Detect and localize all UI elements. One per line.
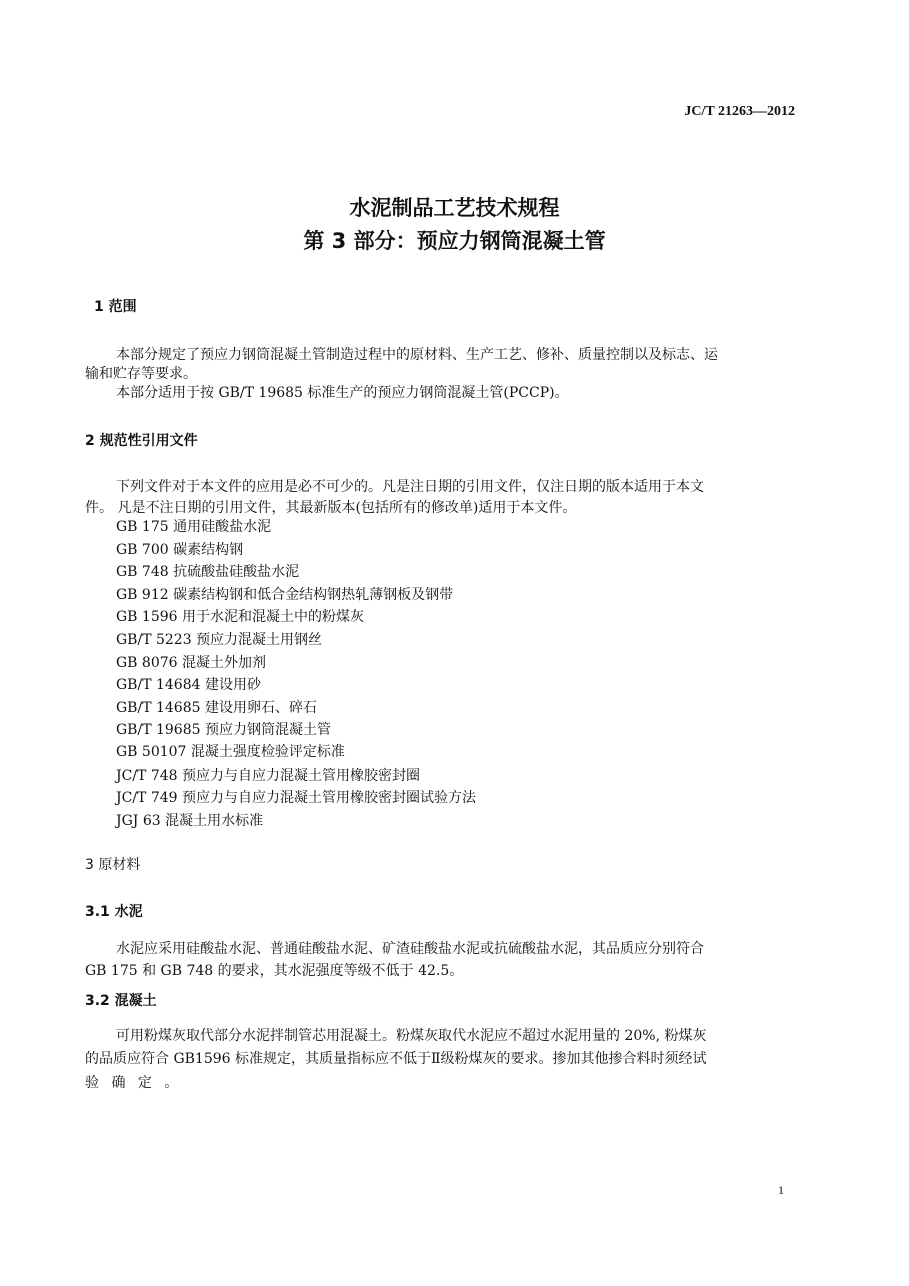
reference-item: GB/T 14685 建设用卵石、碎石 bbox=[116, 700, 317, 716]
reference-item: GB/T 14684 建设用砂 bbox=[116, 677, 261, 693]
reference-item: JC/T 748 预应力与自应力混凝土管用橡胶密封圈 bbox=[116, 768, 420, 784]
section-2-paragraph-line-1: 下列文件对于本文件的应用是必不可少的。凡是注日期的引用文件，仅注日期的版本适用于本文 bbox=[116, 479, 704, 495]
reference-item: GB 175 通用硅酸盐水泥 bbox=[116, 519, 272, 535]
section-3-1-paragraph-line-2: GB 175 和 GB 748 的要求，其水泥强度等级不低于 42.5。 bbox=[85, 963, 464, 979]
section-3-heading: 3 原材料 bbox=[85, 857, 141, 873]
section-3-2-paragraph-line-1: 可用粉煤灰取代部分水泥拌制管芯用混凝土。粉煤灰取代水泥应不超过水泥用量的 20%, 粉煤灰 bbox=[116, 1028, 707, 1044]
section-3-2-paragraph-line-3: 验 确 定 。 bbox=[85, 1075, 183, 1091]
document-subtitle: 第 3 部分：预应力钢筒混凝土管 bbox=[303, 229, 606, 253]
reference-item: JGJ 63 混凝土用水标准 bbox=[116, 813, 264, 829]
document-title: 水泥制品工艺技术规程 bbox=[349, 196, 560, 220]
section-1-paragraph-1-line-1: 本部分规定了预应力钢筒混凝土管制造过程中的原材料、生产工艺、修补、质量控制以及标志、运 bbox=[116, 347, 718, 363]
section-3-1-paragraph-line-1: 水泥应采用硅酸盐水泥、普通硅酸盐水泥、矿渣硅酸盐水泥或抗硫酸盐水泥，其品质应分别符合 bbox=[116, 941, 704, 957]
reference-item: GB 50107 混凝土强度检验评定标准 bbox=[116, 744, 345, 760]
reference-item: JC/T 749 预应力与自应力混凝土管用橡胶密封圈试验方法 bbox=[116, 790, 476, 806]
reference-item: GB 8076 混凝土外加剂 bbox=[116, 655, 267, 671]
reference-item: GB 700 碳素结构钢 bbox=[116, 542, 244, 558]
reference-item: GB/T 19685 预应力钢筒混凝土管 bbox=[116, 722, 331, 738]
reference-item: GB 912 碳素结构钢和低合金结构钢热轧薄钢板及钢带 bbox=[116, 587, 454, 603]
section-2-heading: 2 规范性引用文件 bbox=[85, 433, 198, 449]
section-3-1-heading: 3.1 水泥 bbox=[85, 904, 143, 920]
document-code: JC/T 21263—2012 bbox=[684, 104, 795, 119]
section-1-paragraph-1-line-2: 输和贮存等要求。 bbox=[85, 366, 197, 382]
reference-item: GB 1596 用于水泥和混凝土中的粉煤灰 bbox=[116, 609, 365, 625]
section-2-paragraph-line-2: 件。 凡是不注日期的引用文件，其最新版本(包括所有的修改单)适用于本文件。 bbox=[85, 500, 577, 516]
reference-item: GB/T 5223 预应力混凝土用钢丝 bbox=[116, 632, 323, 648]
section-1-paragraph-2: 本部分适用于按 GB/T 19685 标准生产的预应力钢筒混凝土管(PCCP)。 bbox=[116, 385, 569, 401]
section-3-2-paragraph-line-2: 的品质应符合 GB1596 标准规定，其质量指标应不低于Ⅱ级粉煤灰的要求。掺加其他掺合料时须经试 bbox=[85, 1051, 707, 1067]
reference-item: GB 748 抗硫酸盐硅酸盐水泥 bbox=[116, 564, 300, 580]
section-3-2-heading: 3.2 混凝土 bbox=[85, 993, 157, 1009]
section-1-heading: 1 范围 bbox=[94, 299, 137, 315]
page-number: 1 bbox=[778, 1183, 784, 1197]
